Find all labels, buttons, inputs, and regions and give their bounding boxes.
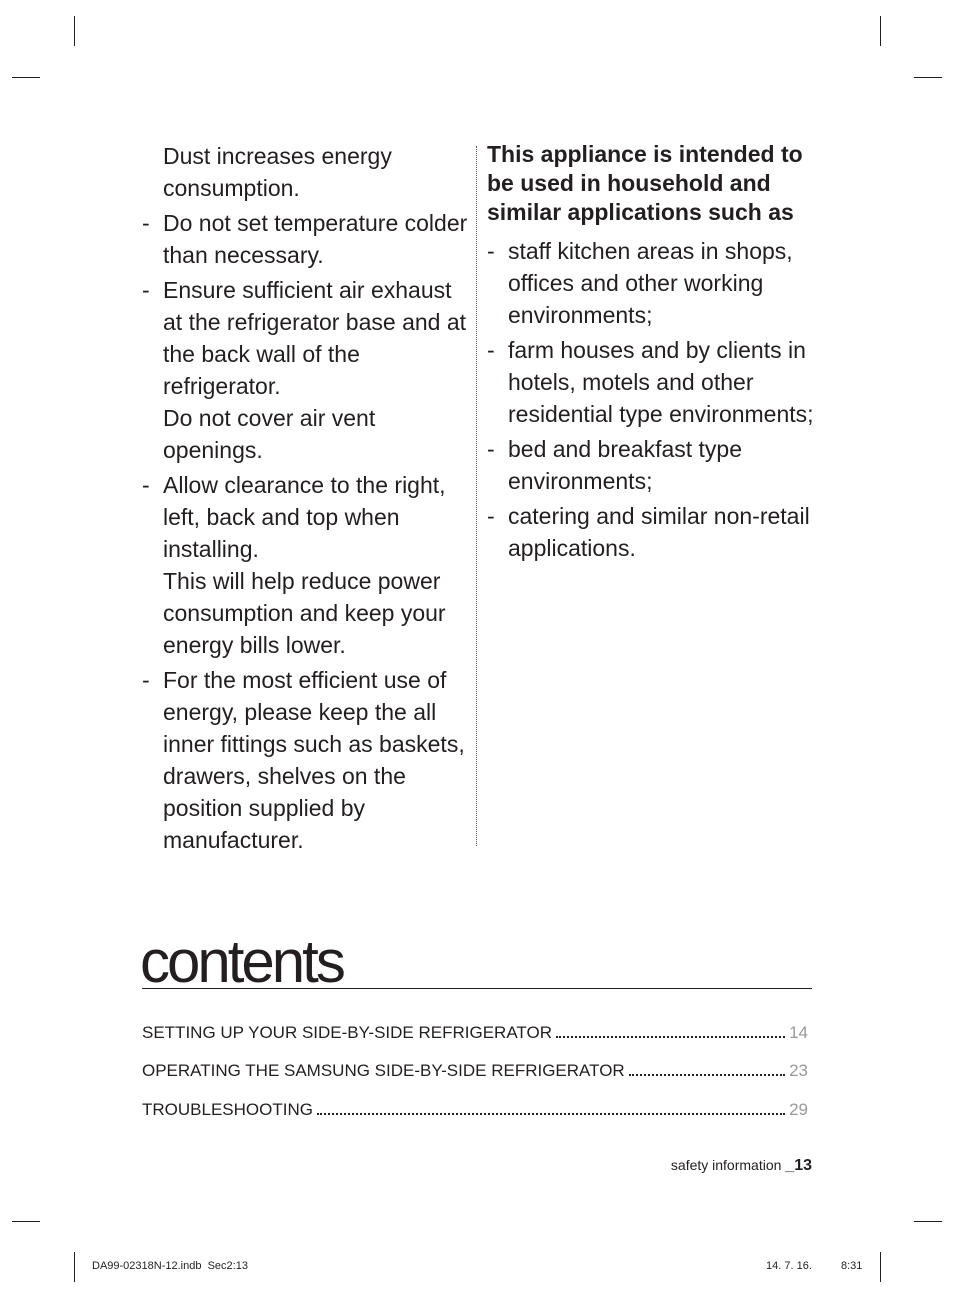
toc-leader xyxy=(629,1074,785,1076)
column-divider xyxy=(476,146,477,846)
list-item: - For the most efficient use of energy, please keep the all inner fittings such as baskets, drawers, shelves on the position supplied by manufacturer. xyxy=(142,664,468,856)
list-item: - catering and similar non-retail applications. xyxy=(487,500,822,564)
contents-title: contents xyxy=(140,928,343,995)
intended-use-column xyxy=(487,140,822,564)
list-item-text: bed and breakfast type environments; xyxy=(508,436,742,494)
list-item-text: staff kitchen areas in shops, offices and other working environments; xyxy=(508,238,793,328)
toc-leader xyxy=(317,1113,785,1115)
energy-tips-column xyxy=(142,140,468,856)
toc-entry-title: TROUBLESHOOTING xyxy=(142,1100,313,1119)
list-item-text: catering and similar non-retail applications. xyxy=(508,503,810,561)
list-item-text: farm houses and by clients in hotels, motels and other residential type environments; xyxy=(508,337,814,427)
list-item-text: Allow clearance to the right, left, back and top when installing. xyxy=(163,472,446,562)
toc-entry[interactable] xyxy=(142,1058,808,1082)
toc-entry[interactable] xyxy=(142,1097,808,1121)
toc-entry[interactable] xyxy=(142,1020,808,1044)
toc-leader xyxy=(556,1036,785,1038)
page-footer xyxy=(671,1155,812,1176)
list-item: - Ensure sufficient air exhaust at the refrigerator base and at the back wall of the refrigerator. Do not cover air vent openings. xyxy=(142,274,468,466)
crop-mark xyxy=(914,77,942,78)
list-item-note: This will help reduce power consumption and keep your energy bills lower. xyxy=(163,568,446,658)
toc-entry-title: SETTING UP YOUR SIDE-BY-SIDE REFRIGERATOR xyxy=(142,1023,552,1042)
list-item: - farm houses and by clients in hotels, motels and other residential type environments; xyxy=(487,334,822,430)
crop-mark xyxy=(12,77,40,78)
toc-entry-page: 14 xyxy=(789,1023,808,1042)
slug-file: DA99-02318N-12.indb Sec2:13 xyxy=(92,1260,248,1272)
list-item: - bed and breakfast type environments; xyxy=(487,433,822,497)
crop-mark xyxy=(12,1221,40,1222)
crop-mark xyxy=(880,1252,881,1282)
list-item: - Do not set temperature colder than necessary. xyxy=(142,207,468,271)
list-item-text: Do not set temperature colder than necessary. xyxy=(163,210,468,268)
crop-mark xyxy=(880,16,881,46)
crop-mark xyxy=(914,1221,942,1222)
crop-mark xyxy=(74,16,75,46)
crop-mark xyxy=(74,1252,75,1282)
contents-rule xyxy=(142,988,812,989)
list-item-text: Ensure sufficient air exhaust at the refrigerator base and at the back wall of the refrigerator. xyxy=(163,277,467,399)
slug-date: 14. 7. 16. xyxy=(766,1260,812,1272)
slug-time: 8:31 xyxy=(841,1260,863,1272)
intro-text: Dust increases energy consumption. xyxy=(163,143,392,201)
toc-entry-title: OPERATING THE SAMSUNG SIDE-BY-SIDE REFRIGERATOR xyxy=(142,1061,625,1080)
toc-entry-page: 23 xyxy=(789,1061,808,1080)
list-item-note: Do not cover air vent openings. xyxy=(163,405,376,463)
footer-section: safety information xyxy=(670,1157,782,1173)
list-item-text: For the most efficient use of energy, please keep the all inner fittings such as baskets, drawers, shelves on the position supplied by manufacturer. xyxy=(163,667,465,853)
list-item: - staff kitchen areas in shops, offices and other working environments; xyxy=(487,235,822,331)
intended-use-heading: This appliance is intended to be used in household and similar applications such as xyxy=(487,141,803,225)
list-item: - Allow clearance to the right, left, back and top when installing. This will help reduce power consumption and keep your energy bills lower. xyxy=(142,469,468,661)
toc-entry-page: 29 xyxy=(789,1100,808,1119)
page-number: _13 xyxy=(785,1157,812,1174)
